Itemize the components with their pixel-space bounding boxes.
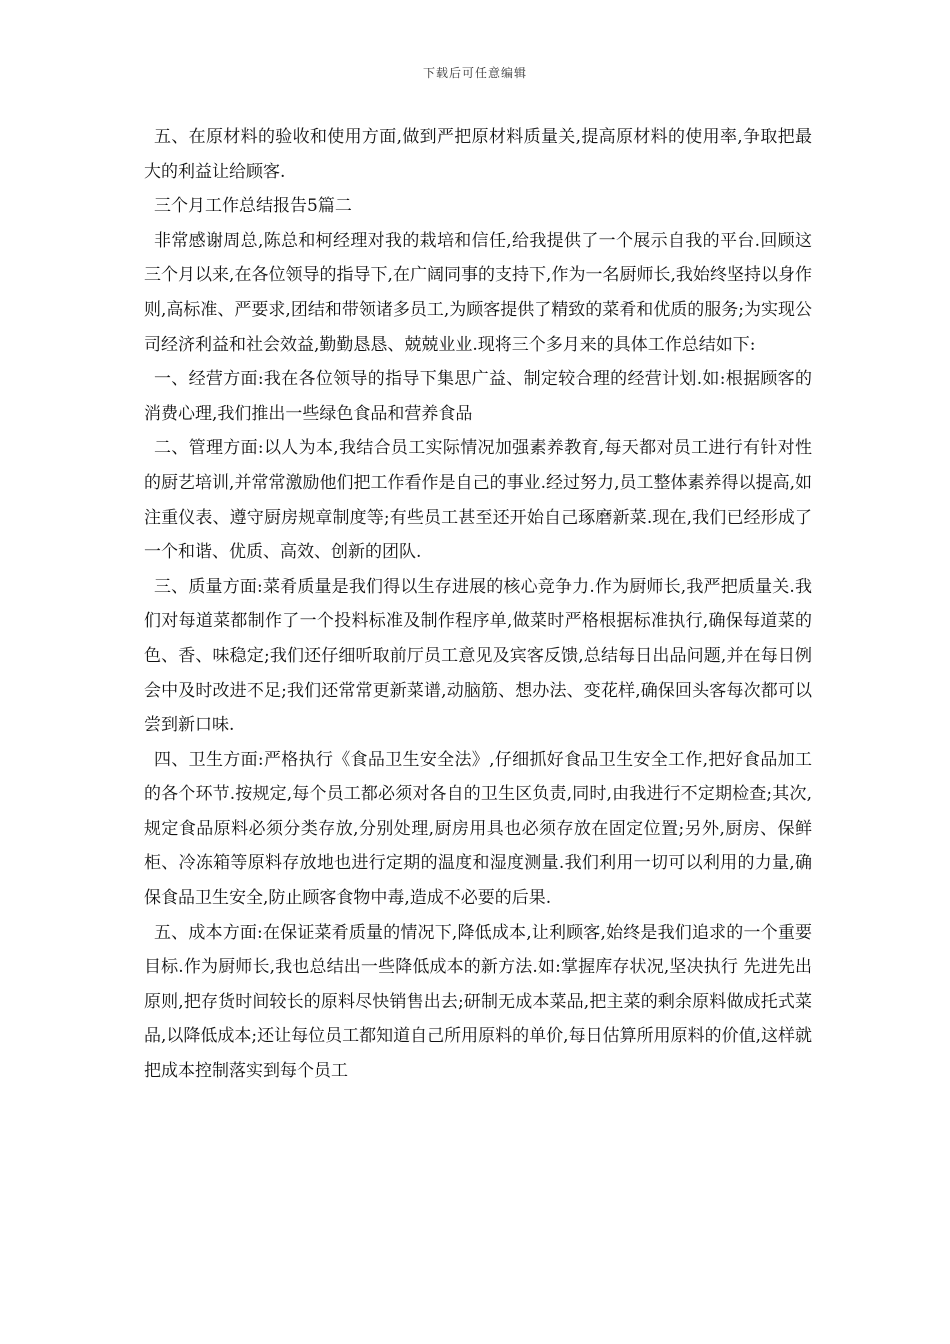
paragraph-intro: 非常感谢周总,陈总和柯经理对我的栽培和信任,给我提供了一个展示自我的平台.回顾这三个月以来,在各位领导的指导下,在广阔同事的支持下,作为一名厨师长,我始终坚持以身作则,高标准、严要求,团结和带领诸多员工,为顾客提供了精致的菜肴和优质的服务;为实现公司经济利益和社会效益,勤勤恳恳、兢兢业业.现将三个多月来的具体工作总结如下: xyxy=(144,230,812,355)
paragraph-hygiene: 四、卫生方面:严格执行《食品卫生安全法》,仔细抓好食品卫生安全工作,把好食品加工的各个环节.按规定,每个员工都必须对各自的卫生区负责,同时,由我进行不定期检查;其次,规定食品原料必须分类存放,分别处理,厨房用具也必须存放在固定位置;另外,厨房、保鲜柜、冷冻箱等原料存放地也进行定期的温度和湿度测量.我们利用一切可以利用的力量,确保食品卫生安全,防止顾客食物中毒,造成不必要的后果. xyxy=(144,749,812,909)
section-heading: 三个月工作总结报告5篇二 xyxy=(154,196,352,217)
document-body xyxy=(144,120,812,1089)
paragraph-cost: 五、成本方面:在保证菜肴质量的情况下,降低成本,让利顾客,始终是我们追求的一个重要目标.作为厨师长,我也总结出一些降低成本的新方法.如:掌握库存状况,坚决执行 先进先出 原则,把存货时间较长的原料尽快销售出去;研制无成本菜品,把主菜的剩余原料做成托式菜品,以降低成本;还让每位员工都知道自己所用原料的单价,每日估算所用原料的价值,这样就把成本控制落实到每个员工 xyxy=(144,922,812,1082)
paragraph-raw-materials: 五、在原材料的验收和使用方面,做到严把原材料质量关,提高原材料的使用率,争取把最大的利益让给顾客. xyxy=(144,127,812,182)
page-header: 下载后可任意编辑 xyxy=(422,66,527,80)
paragraph-operations: 一、经营方面:我在各位领导的指导下集思广益、制定较合理的经营计划.如:根据顾客的消费心理,我们推出一些绿色食品和营养食品 xyxy=(144,369,812,424)
paragraph-quality: 三、质量方面:菜肴质量是我们得以生存进展的核心竞争力.作为厨师长,我严把质量关.我们对每道菜都制作了一个投料标准及制作程序单,做菜时严格根据标准执行,确保每道菜的色、香、味稳定;我们还仔细听取前厅员工意见及宾客反馈,总结每日出品问题,并在每日例会中及时改进不足;我们还常常更新菜谱,动脑筋、想办法、变花样,确保回头客每次都可以尝到新口味. xyxy=(144,576,812,736)
paragraph-management: 二、管理方面:以人为本,我结合员工实际情况加强素养教育,每天都对员工进行有针对性的厨艺培训,并常常激励他们把工作看作是自己的事业.经过努力,员工整体素养得以提高,如注重仪表、遵守厨房规章制度等;有些员工甚至还开始自己琢磨新菜.现在,我们已经形成了一个和谐、优质、高效、创新的团队. xyxy=(144,438,812,563)
